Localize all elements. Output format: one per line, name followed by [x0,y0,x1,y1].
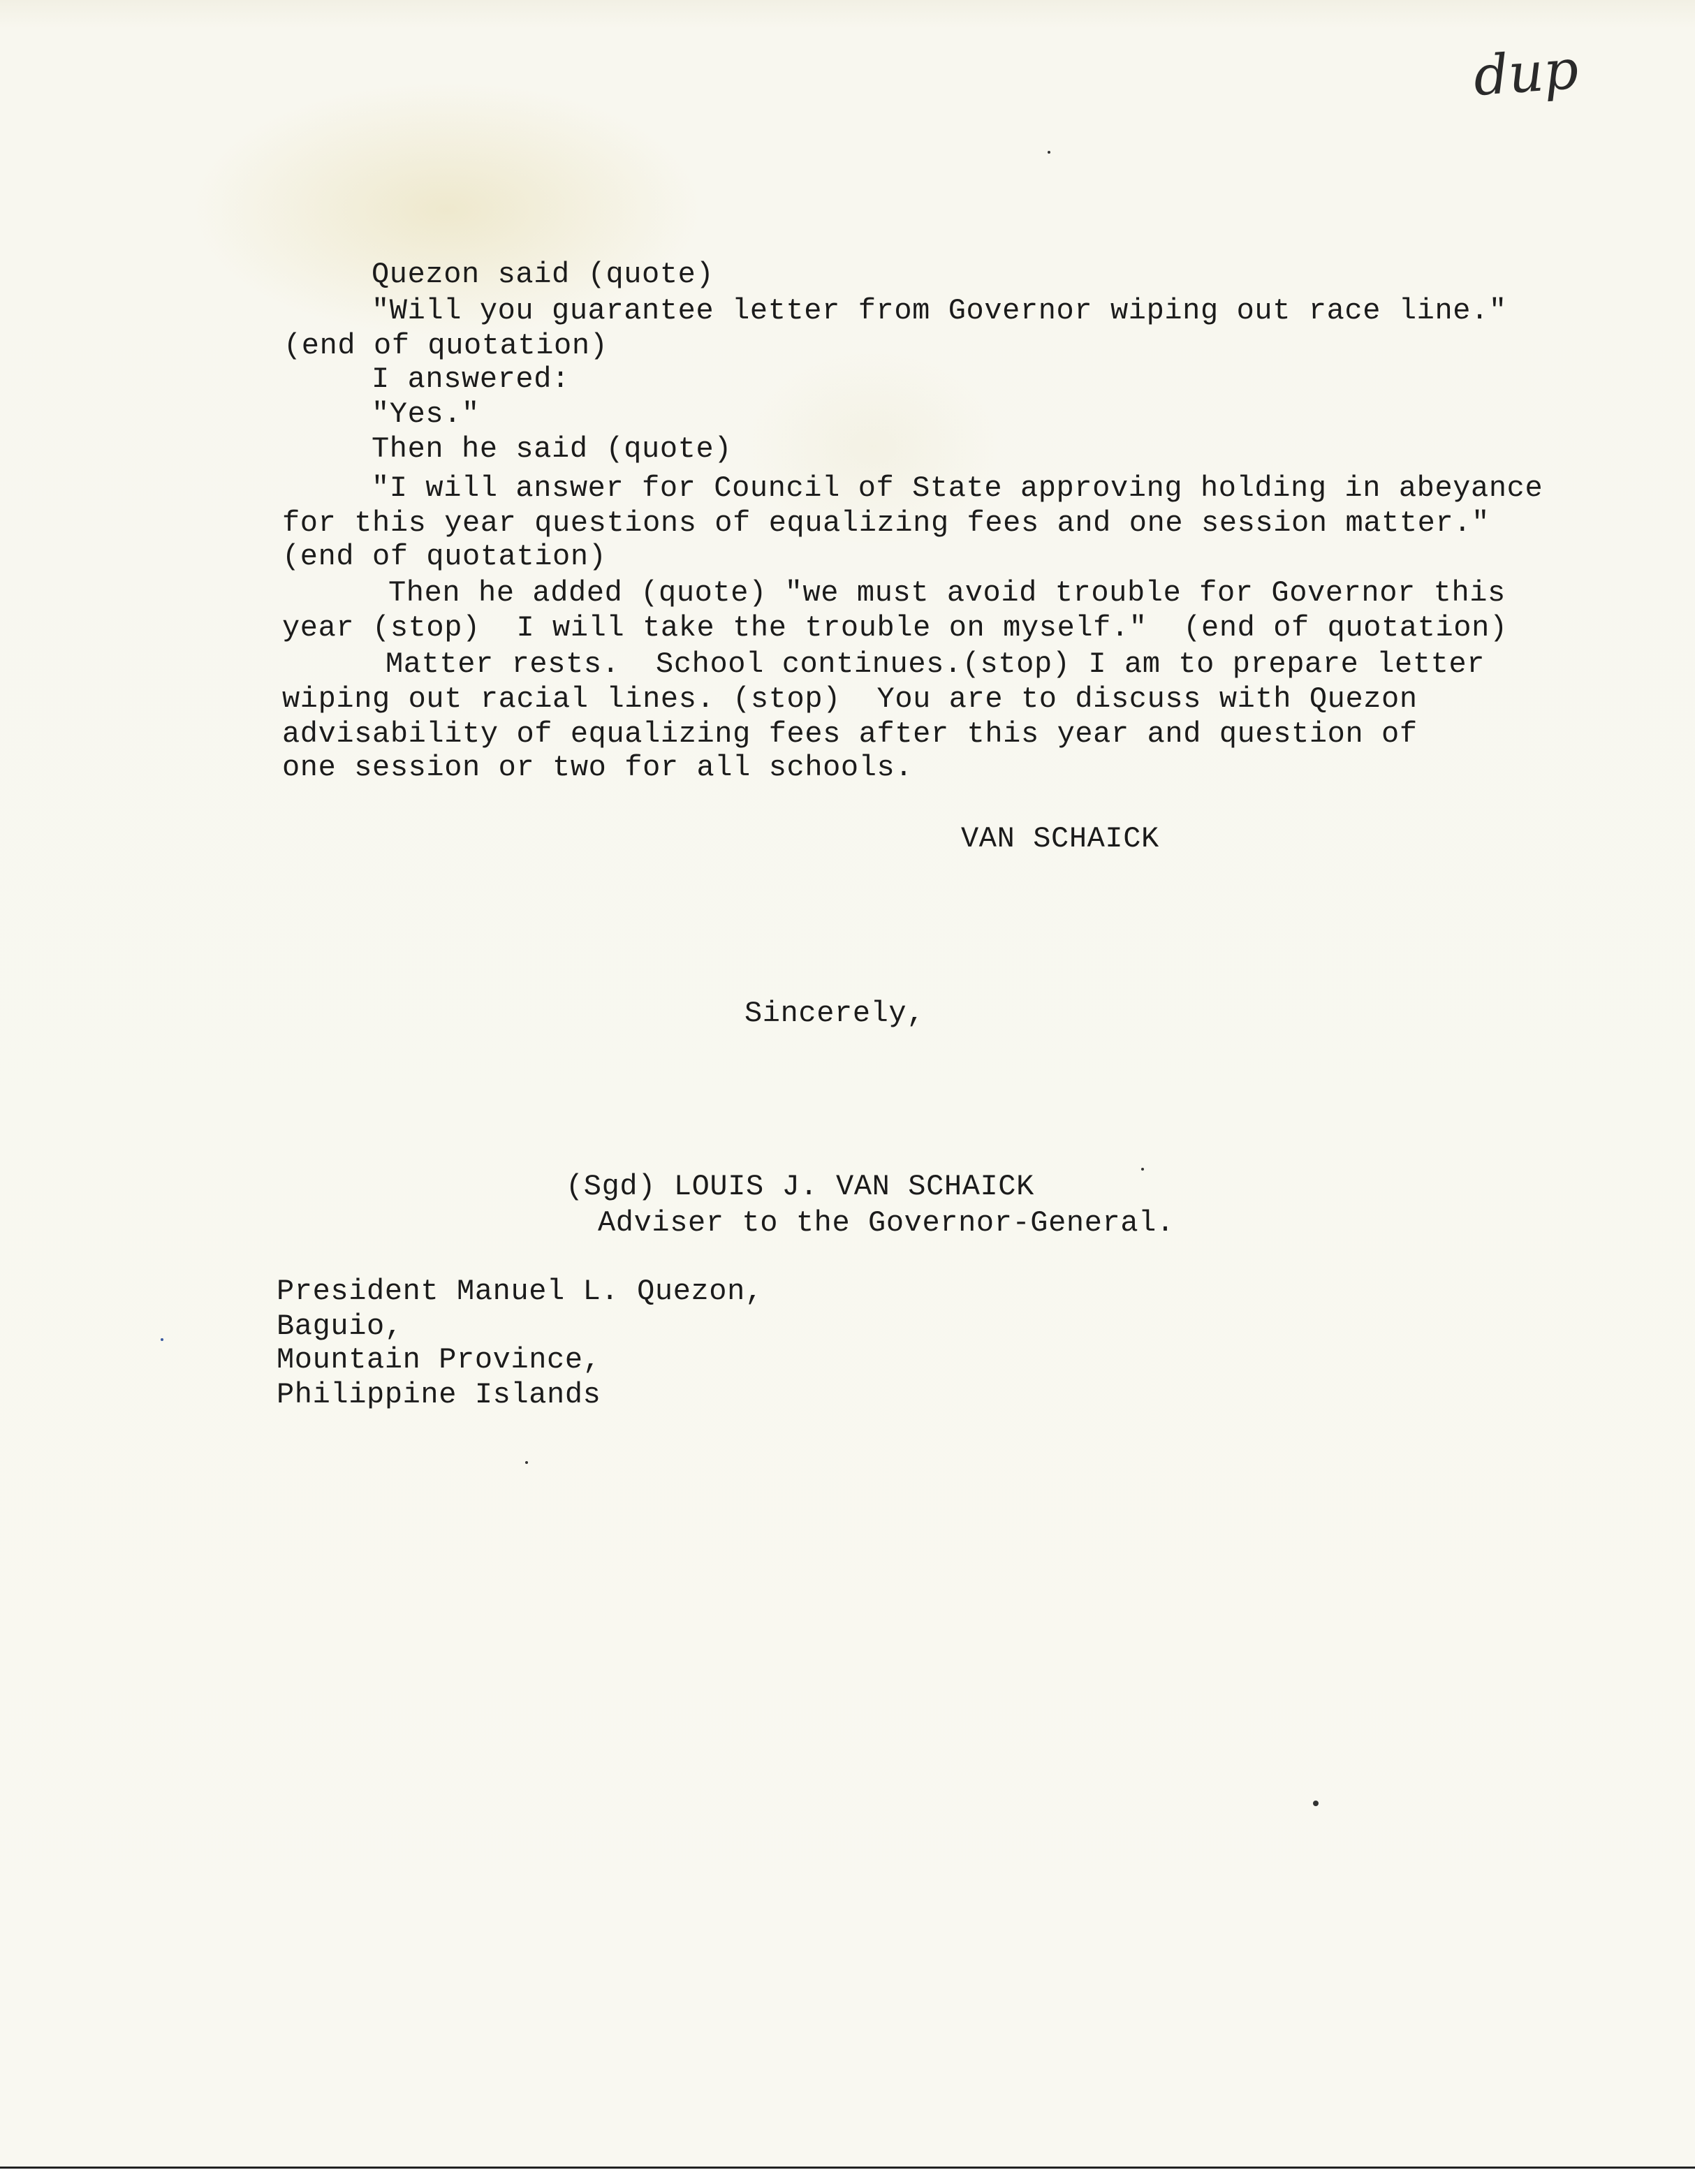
scan-speck [525,1461,528,1464]
body-line: Then he added (quote) "we must avoid trouble for Governor this [388,576,1506,610]
cable-signature: VAN SCHAICK [961,822,1159,856]
body-line: "Will you guarantee letter from Governor wiping out race line." [372,294,1507,328]
scan-speck [1141,1168,1144,1171]
signature-title: Adviser to the Governor-General. [598,1206,1175,1240]
scan-speck [1313,1801,1319,1806]
body-line: "I will answer for Council of State approving holding in abeyance [372,471,1543,505]
body-line: Then he said (quote) [372,432,733,466]
addressee-line: Mountain Province, [277,1343,601,1377]
body-line: (end of quotation) [284,329,608,362]
body-line: "Yes." [372,397,480,431]
scan-speck [161,1338,163,1341]
body-line: I answered: [372,362,570,396]
body-line: wiping out racial lines. (stop) You are to discuss with Quezon [282,682,1418,716]
signature-name: (Sgd) LOUIS J. VAN SCHAICK [566,1170,1034,1203]
body-line: one session or two for all schools. [282,751,913,784]
addressee-line: Philippine Islands [277,1378,601,1412]
body-line: (end of quotation) [282,540,607,573]
closing: Sincerely, [744,997,925,1030]
body-line: Matter rests. School continues.(stop) I am to prepare letter [386,647,1485,681]
scan-edge [0,2167,1695,2184]
body-line: Quezon said (quote) [372,258,714,291]
addressee-line: President Manuel L. Quezon, [277,1275,763,1308]
scan-speck [1048,151,1050,154]
body-line: year (stop) I will take the trouble on myself." (end of quotation) [282,611,1508,645]
body-line: advisability of equalizing fees after this year and question of [282,717,1418,751]
handwritten-annotation: dup [1472,38,1581,109]
addressee-line: Baguio, [277,1310,403,1343]
body-line: for this year questions of equalizing fees and one session matter." [282,506,1490,540]
